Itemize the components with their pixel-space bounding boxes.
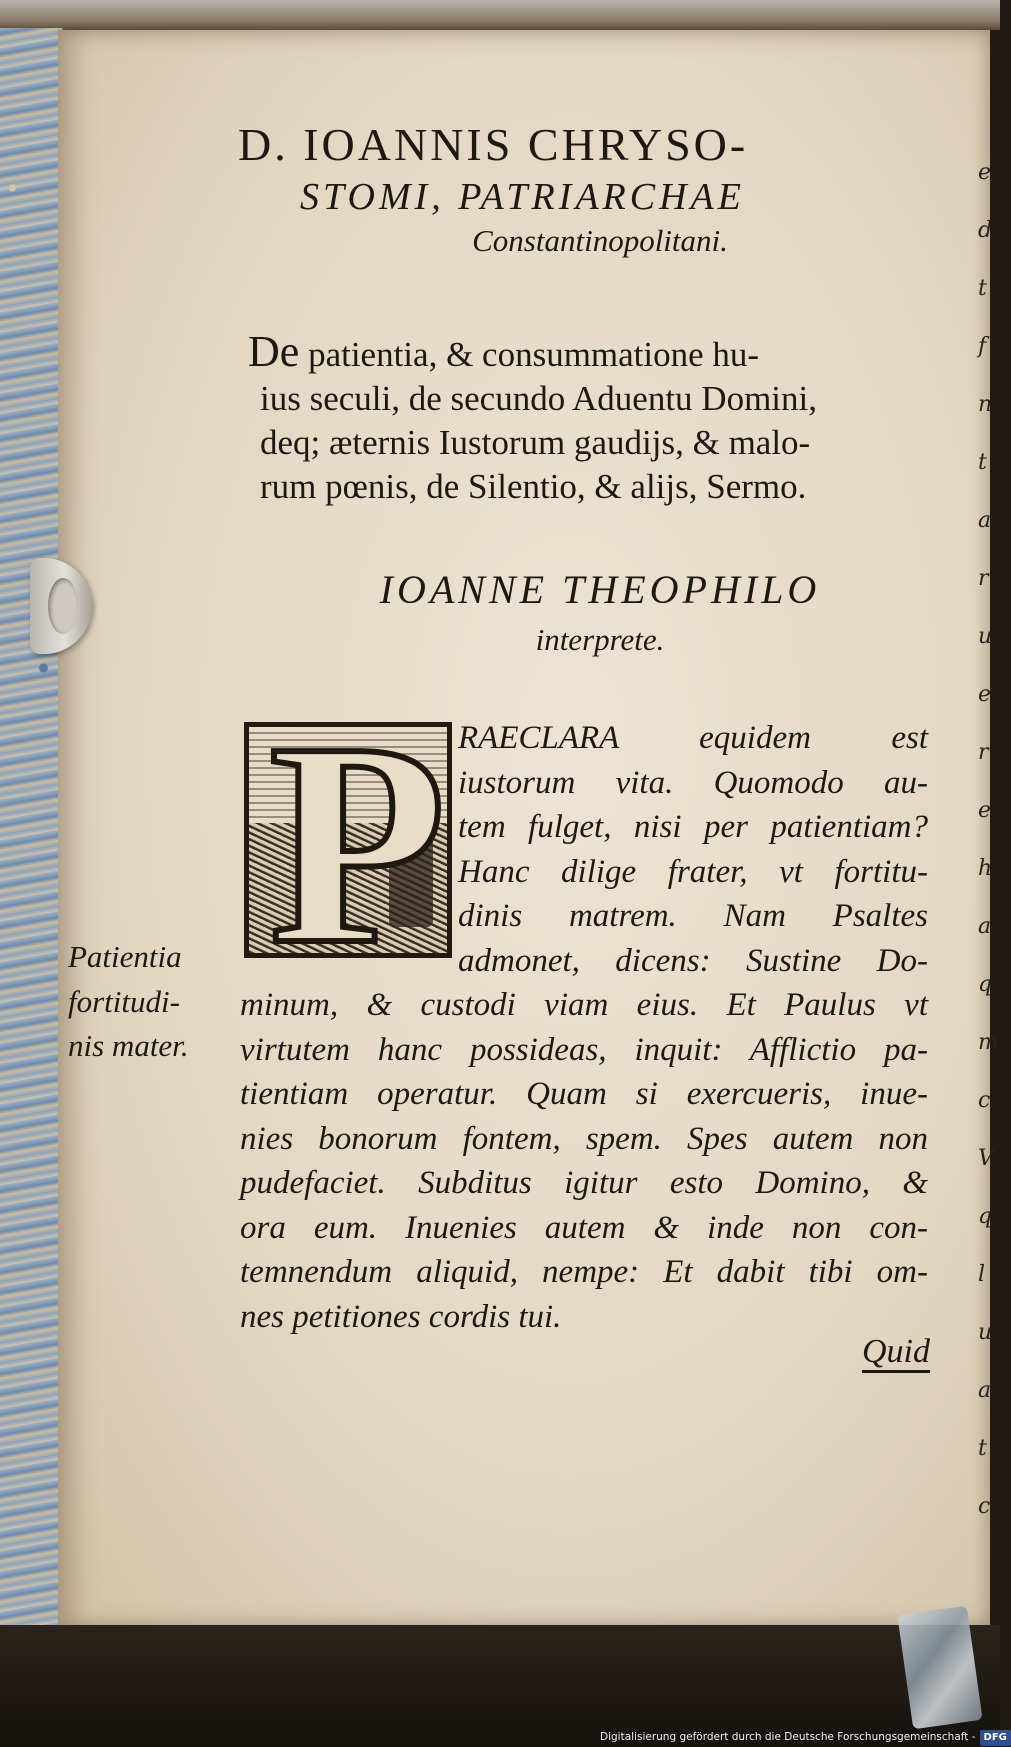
translator-line-2: interprete.: [535, 622, 665, 657]
next-page-letter: c: [978, 1494, 991, 1519]
body-line: virtutem hanc possideas, inquit: Afflictio pa-: [240, 1031, 928, 1068]
body-line: nes petitiones cordis tui.: [240, 1298, 562, 1335]
clasp-hole: [48, 578, 78, 634]
next-page-letter: a: [978, 508, 992, 533]
body-text: [240, 716, 928, 1339]
body-line: temnendum aliquid, nempe: Et dabit tibi om-: [240, 1254, 928, 1290]
next-page-letter: t: [978, 450, 987, 475]
margin-note: [68, 935, 233, 1069]
title-line-1: D. IOANNIS CHRYSO-: [238, 119, 749, 170]
margin-note-line: nis mater.: [68, 1028, 189, 1063]
next-page-letter: c: [978, 1088, 991, 1113]
subtitle-line-2: ius seculi, de secundo Aduentu Domini,: [260, 379, 818, 418]
credit-text: Digitalisierung gefördert durch die Deutsche Forschungsgemeinschaft -: [600, 1731, 976, 1743]
next-page-letter: V: [978, 1146, 994, 1171]
next-page-letter: q: [978, 1204, 993, 1229]
body-line: iustorum vita. Quomodo au-: [458, 764, 928, 801]
next-page-letter: m: [978, 1030, 999, 1055]
next-page-letter: f: [978, 334, 987, 359]
dfg-logo: DFG: [980, 1730, 1011, 1746]
subtitle-line-3: deq; æternis Iustorum gaudijs, & malo-: [260, 423, 811, 462]
next-page-letter: a: [978, 1378, 992, 1403]
next-page-edge: [978, 160, 1000, 1540]
next-page-letter: d: [978, 218, 993, 243]
catchword: Quid: [862, 1333, 930, 1370]
next-page-letter: e: [978, 798, 992, 823]
next-page-letter: e: [978, 160, 992, 185]
next-page-letter: n: [978, 392, 993, 417]
body-line: nies bonorum fontem, spem. Spes autem non: [240, 1120, 928, 1157]
marbled-board: [0, 28, 64, 1628]
body-line: ora eum. Inuenies autem & inde non con-: [240, 1209, 928, 1246]
margin-note-line: Patientia: [68, 939, 182, 974]
translator-line-1: IOANNE THEOPHILO: [379, 567, 821, 612]
book-top-edge: [0, 0, 1000, 30]
next-page-letter: e: [978, 682, 992, 707]
subtitle-line-4: rum pœnis, de Silentio, & alijs, Sermo.: [260, 467, 807, 506]
subtitle-line-1-rest: patientia, & consummatione hu-: [299, 335, 760, 374]
next-page-letter: t: [978, 276, 987, 301]
body-line: dinis matrem. Nam Psaltes: [458, 898, 928, 934]
body-line: RAECLARA equidem est: [458, 720, 928, 756]
next-page-letter: u: [978, 624, 993, 649]
margin-note-line: fortitudi-: [68, 983, 180, 1019]
next-page-letter: l: [978, 1262, 986, 1287]
next-page-letter: t: [978, 1436, 987, 1461]
next-page-letter: a: [978, 914, 992, 939]
digitization-credit: [600, 1729, 1007, 1745]
subtitle-first-letters: De: [248, 327, 300, 376]
initial-letter: P: [269, 683, 447, 1004]
next-page-letter: q: [978, 972, 993, 997]
next-page-letter: r: [978, 566, 989, 591]
next-page-letter: r: [978, 740, 989, 765]
next-page-letter: u: [978, 1320, 993, 1345]
body-line: tem fulget, nisi per patientiam?: [458, 809, 928, 845]
title-line-2: STOMI, PATRIARCHAE: [300, 176, 745, 218]
body-line: pudefaciet. Subditus igitur esto Domino, &: [240, 1165, 928, 1201]
body-line: minum, & custodi viam eius. Et Paulus vt: [240, 987, 928, 1023]
body-line: admonet, dicens: Sustine Do-: [458, 942, 928, 979]
next-page-letter: h: [978, 856, 993, 881]
subtitle-line-1: [248, 327, 938, 377]
title-line-3: Constantinopolitani.: [472, 223, 728, 258]
subtitle: [248, 327, 938, 509]
body-line: tientiam operatur. Quam si exercueris, inue-: [240, 1076, 928, 1112]
body-line: Hanc dilige frater, vt fortitu-: [458, 853, 928, 890]
